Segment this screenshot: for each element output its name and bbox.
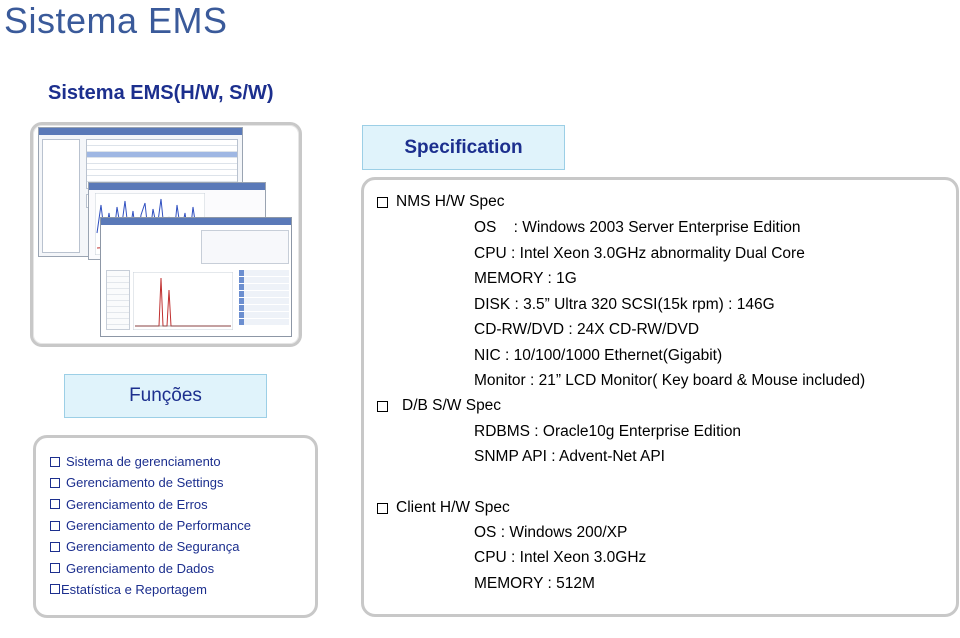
checkbox-icon [377, 197, 388, 208]
nms-spec-disk: DISK : 3.5” Ultra 320 SCSI(15k rpm) : 146G [474, 296, 775, 313]
screenshot-detail-window [100, 217, 292, 337]
nms-spec-nic: NIC : 10/100/1000 Ethernet(Gigabit) [474, 347, 723, 364]
nms-spec-cdrw: CD-RW/DVD : 24X CD-RW/DVD [474, 321, 700, 338]
list-item: Gerenciamento de Dados [50, 557, 251, 578]
checkbox-icon [50, 521, 60, 531]
db-spec-header: D/B S/W Spec [377, 397, 501, 415]
nms-spec-memory: MEMORY : 1G [474, 270, 577, 287]
checkbox-icon [50, 457, 60, 467]
page-title: Sistema EMS [4, 0, 228, 41]
checkbox-icon [377, 503, 388, 514]
db-spec-rdbms: RDBMS : Oracle10g Enterprise Edition [474, 423, 742, 440]
nms-spec-os: OS : Windows 2003 Server Enterprise Edition [474, 219, 801, 236]
specification-heading: Specification [362, 125, 565, 170]
list-item: Sistema de gerenciamento [50, 451, 251, 472]
nms-spec-monitor: Monitor : 21” LCD Monitor( Key board & Mouse included) [474, 372, 866, 389]
checkbox-icon [50, 478, 60, 488]
list-item: Gerenciamento de Settings [50, 472, 251, 493]
screenshot-tree-panel [42, 139, 80, 253]
client-spec-cpu: CPU : Intel Xeon 3.0GHz [474, 549, 647, 566]
screenshot-spike-graph [133, 272, 233, 330]
checkbox-icon [50, 584, 60, 594]
client-spec-memory: MEMORY : 512M [474, 575, 595, 592]
nms-spec-header: NMS H/W Spec [377, 193, 505, 211]
checkbox-icon [50, 499, 60, 509]
nms-spec-cpu: CPU : Intel Xeon 3.0GHz abnormality Dual Core [474, 245, 805, 262]
page-subtitle: Sistema EMS(H/W, S/W) [48, 82, 274, 104]
list-item: Gerenciamento de Performance [50, 515, 251, 536]
list-item: Estatística e Reportagem [50, 579, 251, 600]
checkbox-icon [50, 542, 60, 552]
list-item: Gerenciamento de Segurança [50, 536, 251, 557]
funcoes-list [50, 451, 251, 600]
funcoes-heading: Funções [64, 374, 267, 418]
client-spec-os: OS : Windows 200/XP [474, 524, 628, 541]
db-spec-snmp: SNMP API : Advent-Net API [474, 448, 665, 465]
list-item: Gerenciamento de Erros [50, 494, 251, 515]
checkbox-icon [50, 563, 60, 573]
client-spec-header: Client H/W Spec [377, 499, 510, 517]
checkbox-icon [377, 401, 388, 412]
